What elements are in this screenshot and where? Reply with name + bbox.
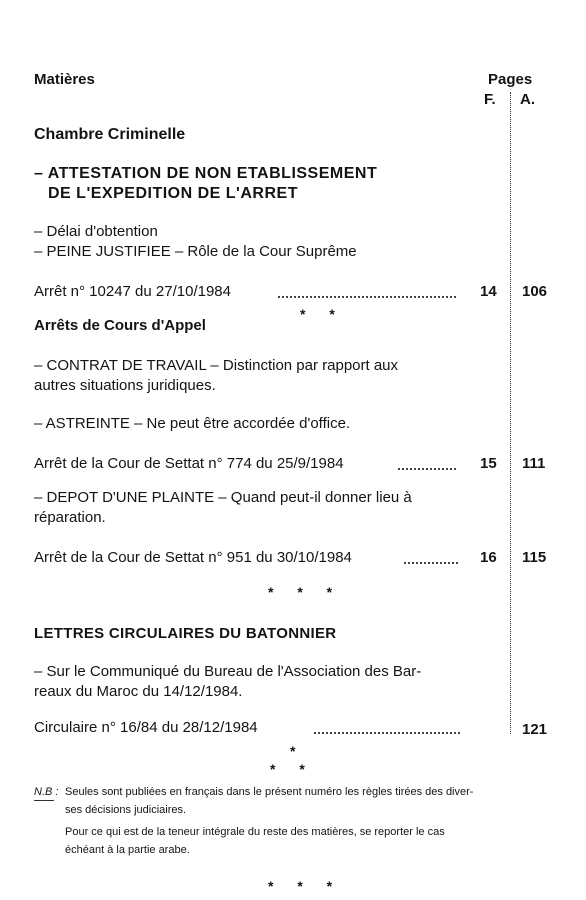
item-contrat-line-2: autres situations juridiques. [34,377,216,394]
page-f-15: 15 [480,455,497,472]
leader-dots [398,468,456,470]
ref-arret-10247: Arrêt n° 10247 du 27/10/1984 [34,283,231,300]
item-depot-line-2: réparation. [34,509,106,526]
header-pages: Pages [488,71,533,88]
nb-line-3: Pour ce qui est de la teneur intégrale du reste des matières, se reporter le cas [65,826,445,838]
nb-line-1: Seules sont publiées en français dans le présent numéro les règles tirées des diver- [65,786,474,798]
item-contrat-line-1: – CONTRAT DE TRAVAIL – Distinction par rapport aux [34,357,399,374]
ref-arret-774: Arrêt de la Cour de Settat n° 774 du 25/9/1984 [34,455,344,472]
item-depot-line-1: – DEPOT D'UNE PLAINTE – Quand peut-il donner lieu à [34,489,412,506]
separator-stars: * [290,743,306,759]
leader-dots [314,732,460,734]
subject-line-1: – ATTESTATION DE NON ETABLISSEMENT [34,165,378,182]
page-a-106: 106 [522,283,548,300]
point-delai: – Délai d'obtention [34,223,158,240]
item-communique-line-1: – Sur le Communiqué du Bureau de l'Association des Bar- [34,663,422,680]
nb-line-4: échéant à la partie arabe. [65,844,190,856]
item-communique-line-2: reaux du Maroc du 14/12/1984. [34,683,243,700]
header-col-a: A. [520,91,535,108]
nb-label: N.B : [34,786,59,798]
page-a-115: 115 [522,549,547,566]
item-astreinte: – ASTREINTE – Ne peut être accordée d'office. [34,415,351,432]
separator-stars: * * [270,761,315,777]
section-title-lettres-circulaires: LETTRES CIRCULAIRES DU BATONNIER [34,625,337,642]
page-f-14: 14 [480,283,497,300]
page-a-121: 121 [522,721,548,738]
page-f-16: 16 [480,549,497,566]
section-title-chambre-criminelle: Chambre Criminelle [34,126,186,143]
separator-stars: * * * [268,584,343,600]
page-a-111: 111 [522,455,546,472]
nb-underline [34,800,54,801]
separator-stars: * * * [268,878,343,894]
section-title-cours-appel: Arrêts de Cours d'Appel [34,317,206,334]
subject-line-2: DE L'EXPEDITION DE L'ARRET [48,185,298,202]
leader-dots [278,296,456,298]
header-matieres: Matières [34,71,95,88]
leader-dots [404,562,458,564]
nb-line-2: ses décisions judiciaires. [65,804,187,816]
column-divider [510,92,511,734]
separator-stars: * * [300,306,345,322]
ref-arret-951: Arrêt de la Cour de Settat n° 951 du 30/10/1984 [34,549,352,566]
ref-circulaire-16-84: Circulaire n° 16/84 du 28/12/1984 [34,719,258,736]
header-col-f: F. [484,91,496,108]
point-peine-justifiee: – PEINE JUSTIFIEE – Rôle de la Cour Suprême [34,243,357,260]
